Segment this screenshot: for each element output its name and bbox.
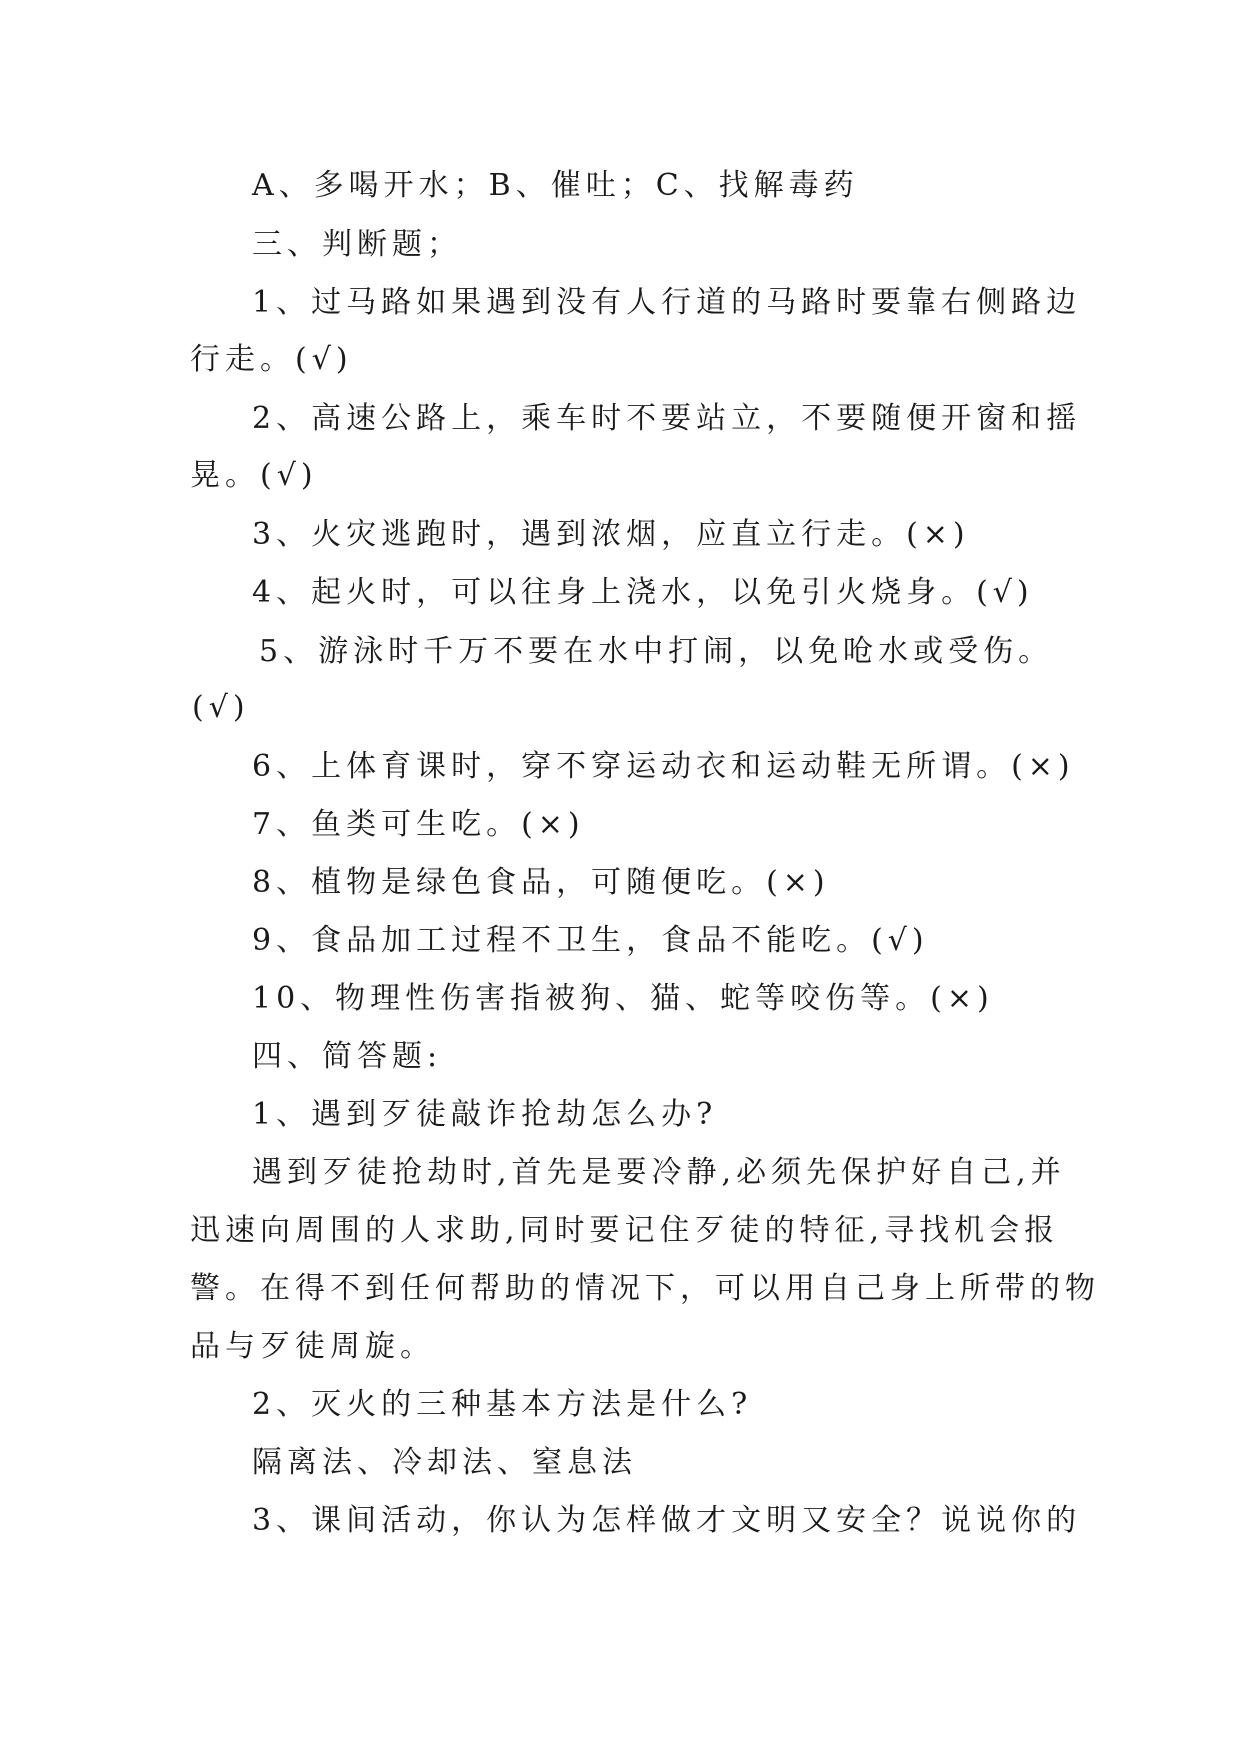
short-answer-2: 隔离法、冷却法、窒息法 bbox=[252, 1445, 637, 1480]
question-8: 8、植物是绿色食品，可随便吃。(×) bbox=[252, 865, 830, 900]
short-answer-1-line-2: 迅速向周围的人求助,同时要记住歹徒的特征,寻找机会报 bbox=[190, 1213, 1060, 1248]
short-question-3: 3、课间活动，你认为怎样做才文明又安全？说说你的 bbox=[252, 1503, 1082, 1538]
answer-options-line: A、多喝开水；B、催吐；C、找解毒药 bbox=[252, 168, 859, 203]
question-7: 7、鱼类可生吃。(×) bbox=[252, 807, 585, 842]
question-1-line-1: 1、过马路如果遇到没有人行道的马路时要靠右侧路边 bbox=[252, 285, 1082, 320]
question-1-line-2: 行走。(√) bbox=[190, 342, 353, 377]
short-question-2: 2、灭火的三种基本方法是什么? bbox=[252, 1387, 753, 1422]
question-4: 4、起火时，可以往身上浇水，以免引火烧身。(√) bbox=[252, 575, 1034, 610]
short-answer-1-line-1: 遇到歹徒抢劫时,首先是要冷静,必须先保护好自己,并 bbox=[252, 1155, 1066, 1190]
question-9: 9、食品加工过程不卫生，食品不能吃。(√) bbox=[252, 923, 929, 958]
short-answer-1-line-3: 警。在得不到任何帮助的情况下，可以用自己身上所带的物 bbox=[190, 1271, 1100, 1306]
question-3: 3、火灾逃跑时，遇到浓烟，应直立行走。(×) bbox=[252, 517, 970, 552]
question-2-line-2: 晃。(√) bbox=[190, 458, 318, 493]
section-heading-short-answer: 四、简答题: bbox=[252, 1039, 443, 1074]
question-6: 6、上体育课时，穿不穿运动衣和运动鞋无所谓。(×) bbox=[252, 749, 1075, 784]
question-5-line-2: (√) bbox=[192, 690, 250, 725]
question-2-line-1: 2、高速公路上，乘车时不要站立，不要随便开窗和摇 bbox=[252, 401, 1082, 436]
short-answer-1-line-4: 品与歹徒周旋。 bbox=[190, 1329, 435, 1364]
section-heading-true-false: 三、判断题； bbox=[252, 227, 462, 262]
short-question-1: 1、遇到歹徒敲诈抢劫怎么办? bbox=[252, 1097, 718, 1132]
question-5-line-1: 5、游泳时千万不要在水中打闹，以免呛水或受伤。 bbox=[259, 634, 1054, 669]
question-10: 10、物理性伤害指被狗、猫、蛇等咬伤等。(×) bbox=[252, 981, 994, 1016]
